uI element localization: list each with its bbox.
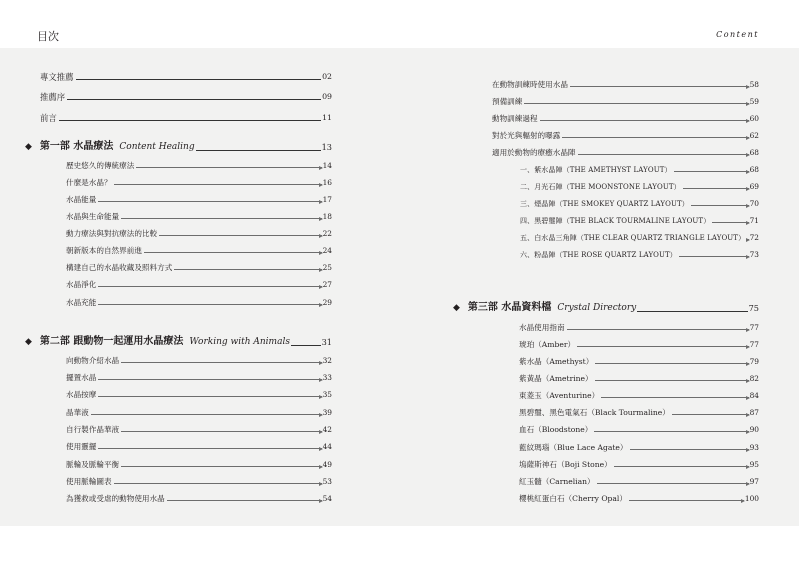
leader-line xyxy=(98,376,321,380)
toc-panel xyxy=(0,48,799,526)
leader-line xyxy=(630,446,749,450)
leader-line xyxy=(98,393,321,397)
part-title-english: Crystal Directory xyxy=(557,303,637,313)
leader-line xyxy=(672,411,749,415)
toc-entry[interactable] xyxy=(492,110,759,124)
leader-line xyxy=(595,377,749,381)
toc-entry-title: 晶華液 xyxy=(66,408,89,417)
leader-line xyxy=(601,394,748,398)
toc-entry[interactable] xyxy=(519,456,759,470)
toc-entry-title: 對於光與輻射的曝露 xyxy=(492,131,561,140)
toc-entry-title: 歷史悠久的傳統療法 xyxy=(66,161,135,170)
toc-entry-page: 02 xyxy=(322,72,332,81)
leader-line xyxy=(595,360,748,364)
leader-line xyxy=(629,497,744,501)
toc-entry-page: 49 xyxy=(322,460,332,469)
toc-entry-page: 72 xyxy=(749,233,759,242)
toc-entry-page: 18 xyxy=(322,212,332,221)
toc-entry[interactable] xyxy=(66,174,332,188)
toc-entry[interactable] xyxy=(519,370,759,384)
leader-line xyxy=(67,96,321,100)
toc-entry-title: 動力療法與對抗療法的比較 xyxy=(66,229,158,238)
toc-entry[interactable] xyxy=(40,88,332,102)
toc-entry[interactable] xyxy=(492,144,759,158)
toc-entry[interactable] xyxy=(66,352,332,366)
toc-entry-page: 77 xyxy=(749,340,759,349)
toc-entry-title: 水晶淨化 xyxy=(66,280,97,289)
leader-line xyxy=(712,219,748,223)
leader-line xyxy=(291,342,321,346)
toc-entry-title: 動物訓練過程 xyxy=(492,114,538,123)
toc-entry-title: 東菱玉（Aventurine） xyxy=(519,391,600,400)
toc-entry-title: 血石（Bloodstone） xyxy=(519,425,593,434)
toc-entry-page: 42 xyxy=(322,425,332,434)
toc-entry-title: 推薦序 xyxy=(40,92,66,102)
leader-line xyxy=(121,428,321,432)
toc-entry-title: 使用脈輪圖表 xyxy=(66,477,112,486)
toc-entry-page: 58 xyxy=(749,80,759,89)
toc-entry-page: 29 xyxy=(322,298,332,307)
leader-line xyxy=(121,215,321,219)
toc-entry-page: 24 xyxy=(322,246,332,255)
toc-entry-page: 95 xyxy=(749,460,759,469)
toc-entry-page: 97 xyxy=(749,477,759,486)
toc-entry-page: 77 xyxy=(749,323,759,332)
part-title: 第一部 水晶療法 xyxy=(39,141,114,152)
toc-entry-page: 84 xyxy=(749,391,759,400)
toc-entry-page: 68 xyxy=(749,165,759,174)
leader-line xyxy=(76,76,322,80)
toc-entry[interactable] xyxy=(66,473,332,487)
toc-entry-title: 在動物訓練時使用水晶 xyxy=(492,80,568,89)
toc-entry-page: 54 xyxy=(322,494,332,503)
leader-line xyxy=(196,147,321,151)
toc-entry-page: 71 xyxy=(749,216,759,225)
toc-entry-page: 27 xyxy=(322,280,332,289)
toc-entry-title: 藍紋瑪瑙（Blue Lace Agate） xyxy=(519,443,628,452)
toc-entry-page: 62 xyxy=(749,131,759,140)
leader-line xyxy=(524,100,748,104)
toc-entry[interactable] xyxy=(519,319,759,333)
toc-entry[interactable] xyxy=(519,353,759,367)
toc-entry-page: 22 xyxy=(322,229,332,238)
leader-line xyxy=(679,253,749,257)
toc-entry[interactable] xyxy=(519,387,759,401)
leader-line xyxy=(98,301,321,305)
toc-part-heading[interactable] xyxy=(25,330,332,348)
toc-entry-title: 二、月光石陣（THE MOONSTONE LAYOUT） xyxy=(520,183,681,191)
leader-line xyxy=(91,411,322,415)
toc-entry[interactable] xyxy=(66,369,332,383)
leader-line xyxy=(114,480,322,484)
toc-entry-page: 82 xyxy=(749,374,759,383)
toc-entry-page: 60 xyxy=(749,114,759,123)
toc-entry-page: 100 xyxy=(744,494,759,503)
toc-entry-page: 44 xyxy=(322,442,332,451)
toc-entry-page: 90 xyxy=(749,425,759,434)
toc-entry-page: 87 xyxy=(749,408,759,417)
leader-line xyxy=(614,463,749,467)
leader-line xyxy=(159,232,321,236)
toc-entry[interactable] xyxy=(66,157,332,171)
toc-entry[interactable] xyxy=(66,386,332,400)
toc-entry-page: 17 xyxy=(322,195,332,204)
toc-entry[interactable] xyxy=(519,439,759,453)
leader-line xyxy=(144,249,322,253)
part-page: 13 xyxy=(321,142,332,152)
toc-entry-title: 紅玉髓（Carnelian） xyxy=(519,477,595,486)
leader-line xyxy=(691,202,749,206)
toc-entry-title: 預備訓練 xyxy=(492,97,523,106)
toc-entry-title: 黑碧璽、黑色電氣石（Black Tourmaline） xyxy=(519,408,670,417)
toc-entry-page: 73 xyxy=(749,250,759,259)
leader-line xyxy=(683,185,749,189)
leader-line xyxy=(637,308,747,312)
toc-entry[interactable] xyxy=(519,473,759,487)
toc-entry[interactable] xyxy=(66,490,332,504)
toc-entry-page: 69 xyxy=(749,182,759,191)
toc-entry[interactable] xyxy=(66,242,332,256)
toc-entry-page: 53 xyxy=(322,477,332,486)
leader-line xyxy=(747,236,748,240)
leader-line xyxy=(98,283,321,287)
toc-entry-title: 水晶與生命能量 xyxy=(66,212,120,221)
part-title: 第二部 跟動物一起運用水晶療法 xyxy=(39,336,184,347)
toc-entry-page: 25 xyxy=(322,263,332,272)
leader-line xyxy=(98,445,321,449)
toc-entry-title: 三、煙晶陣（THE SMOKEY QUARTZ LAYOUT） xyxy=(520,200,689,208)
toc-layout-entry[interactable] xyxy=(520,161,759,175)
toc-entry-page: 14 xyxy=(322,161,332,170)
toc-entry-title: 為獲救或受虐的動物使用水晶 xyxy=(66,494,165,503)
toc-entry[interactable] xyxy=(519,421,759,435)
toc-entry[interactable] xyxy=(66,208,332,222)
toc-entry[interactable] xyxy=(492,93,759,107)
toc-entry-title: 四、黑碧璽陣（THE BLACK TOURMALINE LAYOUT） xyxy=(520,217,711,225)
toc-entry[interactable] xyxy=(66,259,332,273)
toc-layout-entry[interactable] xyxy=(520,212,759,226)
toc-layout-entry[interactable] xyxy=(520,246,759,260)
toc-entry-page: 39 xyxy=(322,408,332,417)
part-title-english: Content Healing xyxy=(119,142,195,152)
toc-entry[interactable] xyxy=(492,127,759,141)
header-title-right: Content xyxy=(716,30,759,39)
leader-line xyxy=(567,326,749,330)
toc-entry-title: 適用於動物的療癒水晶陣 xyxy=(492,148,576,157)
toc-entry[interactable] xyxy=(66,225,332,239)
toc-entry-page: 35 xyxy=(322,390,332,399)
leader-line xyxy=(594,428,748,432)
toc-part-heading[interactable] xyxy=(453,296,759,314)
toc-entry[interactable] xyxy=(66,456,332,470)
part-title-english: Working with Animals xyxy=(189,337,290,347)
toc-entry[interactable] xyxy=(40,109,332,123)
toc-layout-entry[interactable] xyxy=(520,178,759,192)
leader-line xyxy=(562,134,748,138)
toc-entry-title: 使用靈擺 xyxy=(66,442,97,451)
toc-entry-title: 向動物介紹水晶 xyxy=(66,356,120,365)
toc-entry-page: 16 xyxy=(322,178,332,187)
leader-line xyxy=(114,181,322,185)
leader-line xyxy=(167,497,322,501)
toc-entry-page: 79 xyxy=(749,357,759,366)
leader-line xyxy=(577,343,749,347)
toc-entry-title: 水晶使用指南 xyxy=(519,323,565,332)
toc-entry[interactable] xyxy=(519,404,759,418)
toc-entry-page: 32 xyxy=(322,356,332,365)
toc-entry-title: 琥珀（Amber） xyxy=(519,340,576,349)
toc-entry[interactable] xyxy=(492,76,759,90)
toc-entry[interactable] xyxy=(66,438,332,452)
leader-line xyxy=(59,117,321,121)
toc-entry-title: 塢薩斯神石（Boji Stone） xyxy=(519,460,612,469)
toc-entry-title: 六、粉晶陣（THE ROSE QUARTZ LAYOUT） xyxy=(520,251,677,259)
diamond-icon: ◆ xyxy=(25,142,32,152)
toc-entry-title: 什麼是水晶？ xyxy=(66,178,112,187)
toc-entry[interactable] xyxy=(519,336,759,350)
toc-entry-page: 33 xyxy=(322,373,332,382)
toc-entry-page: 93 xyxy=(749,443,759,452)
toc-entry-page: 70 xyxy=(749,199,759,208)
toc-layout-entry[interactable] xyxy=(520,195,759,209)
toc-entry[interactable] xyxy=(66,404,332,418)
toc-entry[interactable] xyxy=(519,490,759,504)
leader-line xyxy=(597,480,749,484)
toc-entry-title: 脈輪及脈輪平衡 xyxy=(66,460,120,469)
leader-line xyxy=(121,359,321,363)
leader-line xyxy=(570,83,749,87)
part-title: 第三部 水晶資料檔 xyxy=(467,302,552,313)
page-header xyxy=(0,0,799,48)
leader-line xyxy=(174,266,321,270)
toc-entry[interactable] xyxy=(66,294,332,308)
toc-entry-title: 水晶充能 xyxy=(66,298,97,307)
toc-layout-entry[interactable] xyxy=(520,229,759,243)
toc-entry-title: 構建自己的水晶收藏及照料方式 xyxy=(66,263,173,272)
toc-entry-title: 朝新版本的自然界前進 xyxy=(66,246,142,255)
toc-entry-title: 水晶按摩 xyxy=(66,390,97,399)
toc-entry-title: 水晶能量 xyxy=(66,195,97,204)
toc-entry-title: 前言 xyxy=(40,113,57,123)
toc-entry-page: 09 xyxy=(322,92,332,101)
toc-entry-title: 櫻桃紅蛋白石（Cherry Opal） xyxy=(519,494,627,503)
toc-entry[interactable] xyxy=(66,276,332,290)
toc-entry-page: 59 xyxy=(749,97,759,106)
toc-entry[interactable] xyxy=(66,191,332,205)
diamond-icon: ◆ xyxy=(25,337,32,347)
toc-entry-title: 一、紫水晶陣（THE AMETHYST LAYOUT） xyxy=(520,166,672,174)
toc-entry-title: 紫水晶（Amethyst） xyxy=(519,357,594,366)
leader-line xyxy=(540,117,749,121)
leader-line xyxy=(674,168,749,172)
toc-part-heading[interactable] xyxy=(25,135,332,153)
page-bottom-margin xyxy=(0,526,799,561)
toc-entry-page: 11 xyxy=(322,113,332,122)
part-page: 31 xyxy=(321,337,332,347)
toc-entry[interactable] xyxy=(66,421,332,435)
toc-entry-page: 68 xyxy=(749,148,759,157)
toc-entry-title: 擺置水晶 xyxy=(66,373,97,382)
leader-line xyxy=(578,151,749,155)
toc-entry[interactable] xyxy=(40,68,332,82)
header-title-left: 目次 xyxy=(37,30,59,43)
diamond-icon: ◆ xyxy=(453,303,460,313)
toc-entry-title: 紫黃晶（Ametrine） xyxy=(519,374,593,383)
part-page: 75 xyxy=(748,303,759,313)
toc-entry-title: 自行製作晶華液 xyxy=(66,425,120,434)
toc-entry-title: 五、白水晶三角陣（THE CLEAR QUARTZ TRIANGLE LAYOUT） xyxy=(520,234,746,242)
leader-line xyxy=(136,164,321,168)
toc-entry-title: 專文推薦 xyxy=(40,72,74,82)
leader-line xyxy=(121,463,321,467)
leader-line xyxy=(98,198,321,202)
